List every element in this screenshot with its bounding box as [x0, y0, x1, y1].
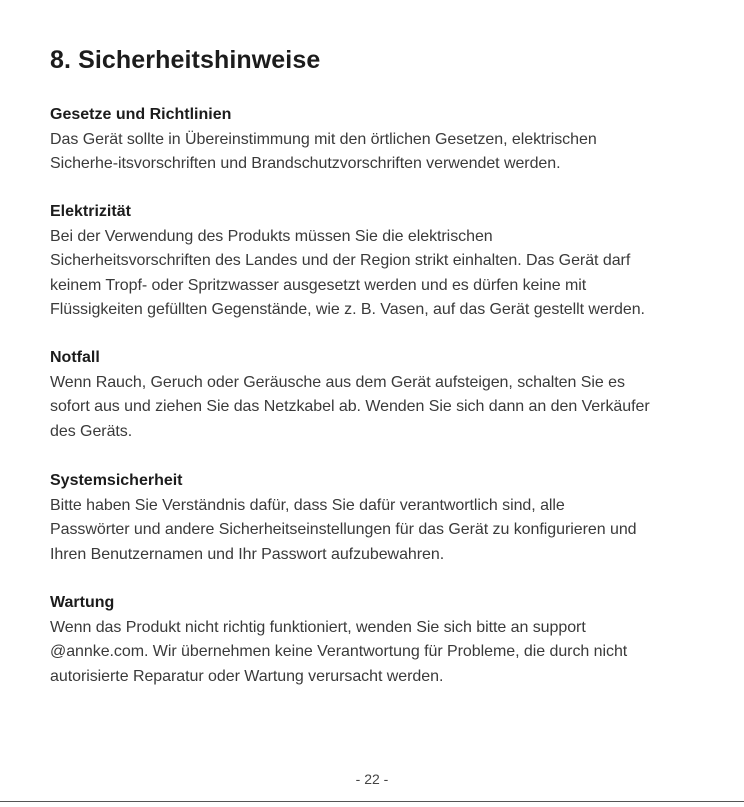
paragraph-line: Sicherheitsvorschriften des Landes und der Region strikt einhalten. Das Gerät darf	[50, 252, 631, 269]
bottom-divider	[0, 801, 744, 802]
section-heading: Notfall	[50, 349, 100, 366]
paragraph-line: sofort aus und ziehen Sie das Netzkabel ab. Wenden Sie sich dann an den Verkäufer	[50, 398, 650, 415]
paragraph-line: keinem Tropf- oder Spritzwasser ausgesetzt werden und es dürfen keine mit	[50, 276, 587, 294]
paragraph-line: des Geräts.	[50, 422, 133, 440]
paragraph-line: Wenn das Produkt nicht richtig funktioniert, wenden Sie sich bitte an support	[50, 618, 586, 636]
section-notfall	[50, 346, 710, 444]
paragraph-line: @annke.com. Wir übernehmen keine Verantwortung für Probleme, die durch nicht	[50, 643, 628, 660]
paragraph-line: Flüssigkeiten gefüllten Gegenstände, wie z. B. Vasen, auf das Gerät gestellt werden.	[50, 301, 645, 318]
section-heading: Systemsicherheit	[50, 472, 183, 489]
section-heading: Elektrizität	[50, 203, 131, 220]
paragraph-line: Bei der Verwendung des Produkts müssen Sie die elektrischen	[50, 227, 493, 245]
section-elektrizitaet	[50, 200, 710, 323]
section-heading: Wartung	[50, 594, 115, 611]
paragraph-line: autorisierte Reparatur oder Wartung verursacht werden.	[50, 667, 444, 685]
section-systemsicherheit	[50, 469, 710, 567]
page-number: - 22 -	[355, 771, 389, 787]
section-gesetze	[50, 103, 710, 177]
paragraph-line: Passwörter und andere Sicherheitseinstellungen für das Gerät zu konfigurieren und	[50, 521, 637, 538]
paragraph-line: Wenn Rauch, Geruch oder Geräusche aus dem Gerät aufsteigen, schalten Sie es	[50, 373, 625, 391]
paragraph-line: Bitte haben Sie Verständnis dafür, dass Sie dafür verantwortlich sind, alle	[50, 496, 565, 514]
paragraph-line: Sicherhe-itsvorschriften und Brandschutzvorschriften verwendet werden.	[50, 155, 561, 172]
section-wartung	[50, 591, 710, 689]
section-heading: Gesetze und Richtlinien	[50, 106, 232, 123]
paragraph-line: Das Gerät sollte in Übereinstimmung mit den örtlichen Gesetzen, elektrischen	[50, 130, 597, 148]
paragraph-line: Ihren Benutzernamen und Ihr Passwort aufzubewahren.	[50, 545, 445, 563]
page-title: 8. Sicherheitshinweise	[50, 46, 321, 74]
